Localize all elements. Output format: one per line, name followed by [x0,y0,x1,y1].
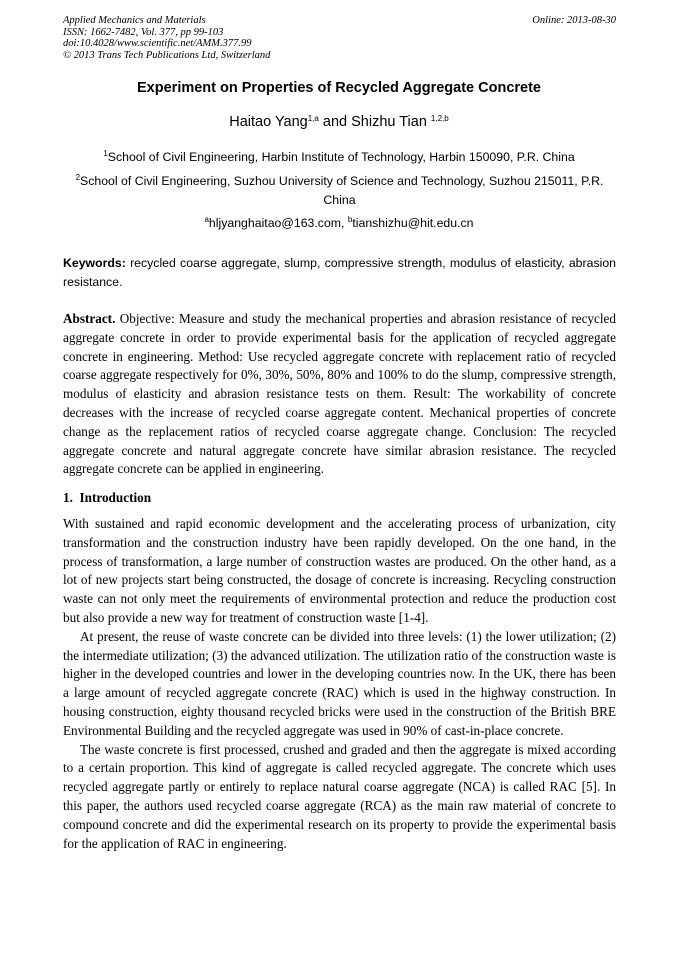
author-name: Haitao Yang [229,114,308,130]
paper-title: Experiment on Properties of Recycled Aggregate Concrete [137,80,541,96]
email: tianshizhu@hit.edu.cn [352,216,474,230]
email: hljyanghaitao@163.com, [208,216,348,230]
affiliation-superscript: 2 [75,173,81,182]
journal-name: Applied Mechanics and Materials [63,15,206,26]
author-superscript: 1,a [307,114,319,123]
author-emails [60,214,618,233]
affiliation-superscript: 1 [103,149,108,158]
author-superscript: 1,2,b [430,114,449,123]
affiliation [60,148,618,167]
doi: doi:10.4028/www.scientific.net/AMM.377.99 [63,38,252,49]
author-line [40,114,638,130]
email-superscript: a [204,215,209,224]
abstract [63,310,616,479]
online-date: Online: 2013-08-30 [532,15,616,26]
keywords-label: Keywords: [63,256,126,270]
affiliation [63,172,616,210]
paragraph: The waste concrete is first processed, crushed and graded and then the aggregate is mixed according to a certain proportion. This kind of aggregate is called recycled aggregate. The concrete which uses recycled aggregate partly or entirely to replace natural coarse aggregate (NCA) is called RAC [5]. In this paper, the authors used recycled coarse aggregate (RCA) as the main raw material of concrete to compound concrete and did the experimental research on its property to provide the experimental basis for the application of RAC in engineering. [63,741,616,851]
issn: ISSN: 1662-7482, Vol. 377, pp 99-103 [63,26,224,38]
section-body [63,515,616,853]
copyright: © 2013 Trans Tech Publications Ltd, Switzerland [63,49,271,61]
journal-header [63,15,616,61]
keywords [63,254,616,292]
affiliation-text: School of Civil Engineering, Harbin Institute of Technology, Harbin 150090, P.R. China [107,150,575,164]
author-name: Shizhu Tian [351,114,431,130]
author-conjunction: and [318,114,352,130]
affiliation-text: School of Civil Engineering, Suzhou University of Science and Technology, Suzhou 215011, P.R. China [80,174,604,207]
abstract-text: Objective: Measure and study the mechanical properties and abrasion resistance of recycled aggregate concrete in order to provide experimental basis for the application of recycled aggregate concrete in engineering. Method: Use recycled aggregate concrete with replacement ratio of recycled coarse aggregate respectively for 0%, 30%, 50%, 80% and 100% to do the slump, compressive strength, modulus of elasticity and abrasion resistance tests on them. Result: The workability of concrete decreases with the increase of recycled coarse aggregate content. Mechanical properties of concrete change as the replacement ratios of recycled coarse aggregate change. Conclusion: The recycled aggregate concrete and natural aggregate concrete have similar abrasion resistance. The recycled aggregate concrete can be applied in engineering. [63,311,616,477]
email-superscript: b [347,215,353,224]
paragraph: At present, the reuse of waste concrete can be divided into three levels: (1) the lower utilization; (2) the intermediate utilization; (3) the advanced utilization. The utilization ratio of the construction waste is higher in the developed countries and lower in the developing countries now. In the UK, there has been a large amount of recycled aggregate concrete (RAC) which is used in the highway construction. In housing construction, eighty thousand recycled bricks were used in the construction of the British BRE Environmental Building and the recycled aggregate was used in 90% of cast-in-place concrete. [63,628,616,738]
keywords-text: recycled coarse aggregate, slump, compressive strength, modulus of elasticity, abrasion resistance. [63,256,616,289]
section-heading: 1. Introduction [63,490,152,505]
paragraph: With sustained and rapid economic development and the accelerating process of urbanization, city transformation and the construction industry have been rapidly developed. On the one hand, in the process of transformation, a large number of construction wastes are produced. On the other hand, as a lot of new projects start being constructed, the dosage of concrete is increasing. Recycling construction waste can not only meet the requirements of environmental protection and reduce the production cost but also provide a new way for treatment of construction waste [1-4]. [63,516,616,625]
abstract-label: Abstract. [63,311,116,326]
